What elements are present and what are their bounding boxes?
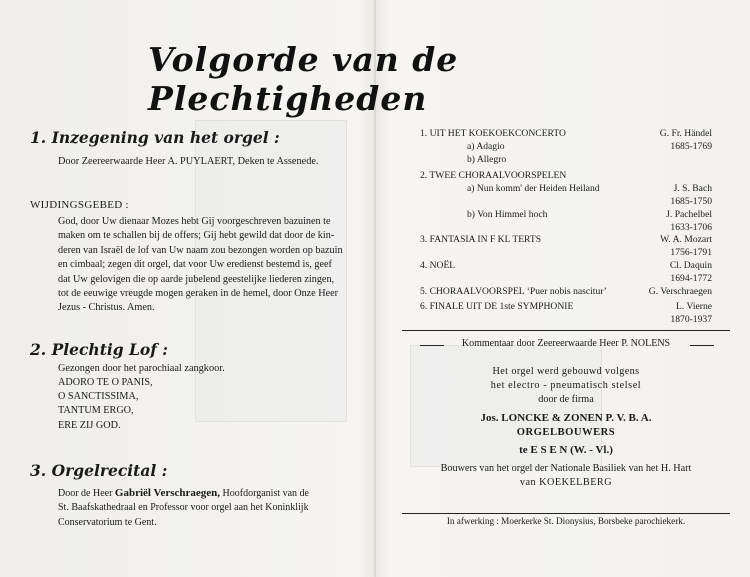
program-item-2-title: 2. TWEE CHORAALVOORSPELEN [420,170,567,181]
section-3-line-2: St. Baafskathedraal en Professor voor orgel aan het Koninklijk [58,502,309,513]
program-item-1-sub-a: a) Adagio [467,141,505,152]
firm-name: Jos. LONCKE & ZONEN P. V. B. A. [480,412,652,424]
program-item-5-title: 5. CHORAALVOORSPEL ‘Puer nobis nascitur’ [420,286,607,297]
program-item-3-title: 3. FANTASIA IN F KL TERTS [420,234,542,245]
section-3-line-3: Conservatorium te Gent. [58,517,157,528]
organist-name: Gabriël Verschraegen, [114,487,221,499]
in-progress-note: In afwerking : Moerkerke St. Dionysius, Borsbeke parochiekerk. [446,516,686,526]
commentary-line: Kommentaar door Zeereerwaarde Heer P. NOLENS [461,338,671,349]
section-3-line-1 [58,486,309,502]
prayer-line: Jezus - Christus. Amen. [58,302,155,314]
program-item-2-composer-a: J. S. Bach [673,183,712,194]
hymn-list [58,376,153,433]
prayer-line: deren van Israël de lof van Uw naam zou bezongen worden op bazuin [58,244,343,256]
section-2-heading: 2. Plechtig Lof : [30,340,168,359]
program-item-4-dates: 1694-1772 [670,273,712,284]
firm-trade: ORGELBOUWERS [516,427,616,438]
program-item-3-composer: W. A. Mozart [660,234,712,245]
program-item-2-composer-b: J. Pachelbel [666,209,712,220]
hymn-item: TANTUM ERGO, [58,405,134,417]
program-item-1-composer: G. Fr. Händel [659,128,712,139]
section-1-heading: 1. Inzegening van het orgel : [30,128,280,147]
program-item-2-sub-a: a) Nun komm' der Heiden Heiland [467,183,600,194]
text: Door de Heer [58,488,115,499]
program-item-6-title: 6. FINALE UIT DE 1ste SYMPHONIE [420,301,574,312]
hymn-item: ADORO TE O PANIS, [58,377,153,388]
prayer-line: maken om te schallen bij de offers; Gij hebt gewild dat door de kin- [58,230,335,242]
prayer-line: God, door Uw dienaar Mozes hebt Gij voorgeschreven bazuinen te [58,216,331,227]
builder-line-1: Het orgel werd gebouwd volgens [492,366,640,377]
program-item-1-dates: 1685-1769 [670,141,712,152]
program-item-1-title: 1. UIT HET KOEKOEKCONCERTO [420,128,566,139]
text: Hoofdorganist van de [220,488,309,499]
program-item-2-sub-b: b) Von Himmel hoch [467,209,548,220]
builder-line-5: van KOEKELBERG [519,477,613,488]
section-2-intro: Gezongen door het parochiaal zangkoor. [58,363,225,374]
program-item-1-sub-b: b) Allegro [467,154,507,165]
program-item-3-dates: 1756-1791 [670,247,712,258]
program-item-2-dates-a: 1685-1750 [670,196,712,207]
prayer-line: en cimbaal; zegen dit orgel, dat voor Uw eredienst bestemd is, geef [58,259,332,271]
program-item-4-title: 4. NOËL [420,260,456,271]
wijdingsgebed-text [58,215,343,316]
firm-place: te E S E N (W. - Vl.) [519,444,613,456]
builder-line-2: het electro - pneumatisch stelsel [490,380,642,391]
program-item-6-composer: L. Vierne [675,301,712,312]
prayer-line: tot de eeuwige vreugde mogen geraken in de hemel, door Onze Heer [58,288,339,300]
hymn-item: ERE ZIJ GOD. [58,419,121,431]
wijdingsgebed-heading: WIJDINGSGEBED : [30,199,129,211]
program-item-5-composer: G. Verschraegen [648,286,712,297]
section-1-text: Door Zeereerwaarde Heer A. PUYLAERT, Deken te Assenede. [58,156,319,167]
program-item-6-dates: 1870-1937 [670,314,712,325]
section-3-heading: 3. Orgelrecital : [30,461,168,480]
builder-line-3: door de firma [538,394,594,405]
page-title: Volgorde van de Plechtigheden [148,40,459,118]
program-item-4-composer: Cl. Daquin [669,260,712,271]
builder-line-4: Bouwers van het orgel der Nationale Basiliek van het H. Hart [440,463,692,474]
prayer-line: dat Uw gelovigen die op aarde jubelend geestelijke liederen zingen, [58,273,335,285]
hymn-item: O SANCTISSIMA, [58,391,139,403]
program-item-2-dates-b: 1633-1706 [670,222,712,233]
